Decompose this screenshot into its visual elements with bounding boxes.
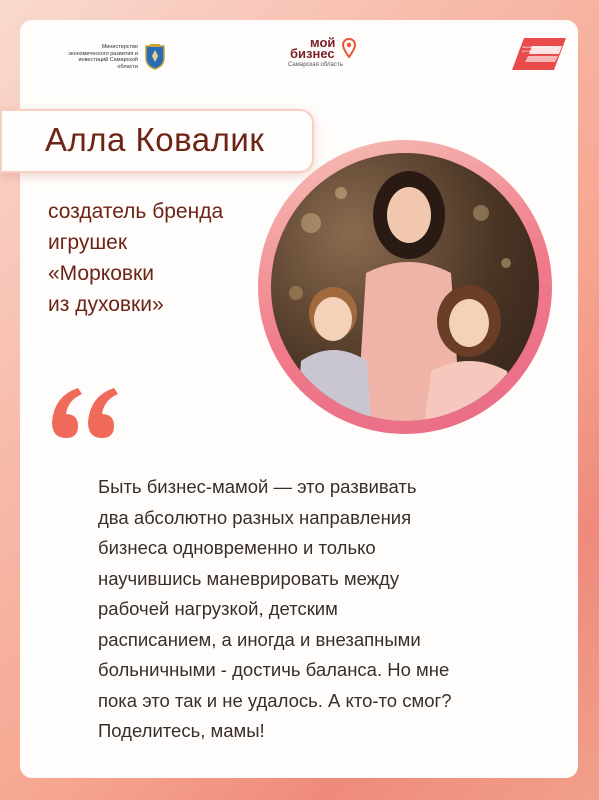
biz-logo-word-1: мой [310,35,336,50]
map-pin-icon [342,38,356,58]
ministry-logo [68,44,166,70]
quote-line: расписанием, а иногда и внезапными [98,628,421,650]
moi-biznes-logo [282,37,362,75]
quote-line: пока это так и не удалось. А кто-то смог? [98,689,452,711]
quote-mark-icon [48,384,118,442]
quote-line: больничными - достичь баланса. Но мне [98,659,450,680]
quote-line: научившись маневрировать между [98,567,400,589]
ministry-text: Министерство экономического развития и инвестиций Самарской области [68,44,138,70]
national-project-text: национальные проекты россии [522,46,555,53]
quote-line: рабочей нагрузкой, детским [98,598,338,619]
role-line: игрушек [48,231,128,254]
quote-line: два абсолютно разных направления [98,506,412,528]
quote-text [98,472,528,747]
person-role [48,196,278,320]
quote-line: Быть бизнес-мамой — это развивать [98,476,417,497]
biz-logo-region: Самарская область [288,62,343,68]
portrait-illustration [271,153,539,421]
biz-logo-word-2: бизнес [290,46,335,61]
family-portrait-photo [271,153,539,421]
person-name: Алла Ковалик [45,121,265,158]
role-line: создатель бренда [48,200,224,223]
role-line: «Морковки [48,262,154,285]
national-projects-logo [510,36,568,72]
role-line: из духовки» [48,293,164,316]
quote-line: бизнеса одновременно и только [98,537,376,558]
quote-line: Поделитесь, мамы! [98,720,265,741]
coat-of-arms-icon [144,44,166,70]
